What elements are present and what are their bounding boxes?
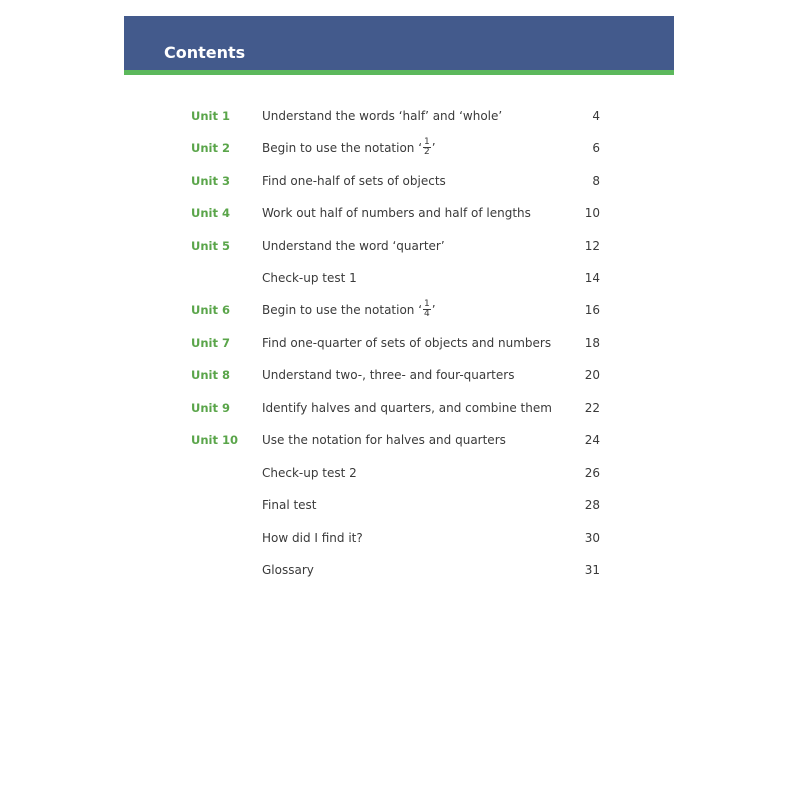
fraction-numerator: 1 bbox=[424, 299, 430, 309]
page-number: 16 bbox=[584, 303, 600, 317]
page-number: 4 bbox=[592, 109, 600, 123]
unit-label: Unit 3 bbox=[191, 174, 230, 188]
toc-row bbox=[0, 138, 800, 158]
fraction-numerator: 1 bbox=[424, 137, 430, 147]
page-number: 12 bbox=[584, 239, 600, 253]
entry-title: Check-up test 2 bbox=[262, 466, 357, 480]
entry-title: Identify halves and quarters, and combine them bbox=[262, 401, 552, 415]
unit-label: Unit 7 bbox=[191, 336, 230, 350]
entry-title: Check-up test 1 bbox=[262, 271, 357, 285]
fraction-denominator: 2 bbox=[424, 147, 430, 157]
entry-title-text: Begin to use the notation ‘ bbox=[262, 141, 423, 155]
fraction-denominator: 4 bbox=[424, 309, 430, 319]
page-number: 24 bbox=[584, 433, 600, 447]
entry-title: Find one-quarter of sets of objects and numbers bbox=[262, 336, 552, 350]
entry-title: Glossary bbox=[262, 563, 314, 577]
page-number: 6 bbox=[592, 141, 600, 155]
page-number: 20 bbox=[584, 368, 600, 382]
entry-title bbox=[262, 138, 436, 158]
unit-label: Unit 2 bbox=[191, 141, 230, 155]
page-number: 14 bbox=[584, 271, 600, 285]
page-title: Contents bbox=[164, 43, 246, 62]
unit-label: Unit 4 bbox=[191, 206, 230, 220]
toc-row bbox=[0, 203, 800, 223]
unit-label: Unit 6 bbox=[191, 303, 230, 317]
page-number: 28 bbox=[584, 498, 600, 512]
entry-title: Work out half of numbers and half of lengths bbox=[262, 206, 531, 220]
entry-title: Find one-half of sets of objects bbox=[262, 174, 446, 188]
entry-title: Understand two-, three- and four-quarters bbox=[262, 368, 515, 382]
toc-row bbox=[0, 333, 800, 353]
toc-row bbox=[0, 495, 800, 515]
toc-row bbox=[0, 268, 800, 288]
entry-title: Use the notation for halves and quarters bbox=[262, 433, 506, 447]
page-number: 8 bbox=[592, 174, 600, 188]
entry-title: Understand the words ‘half’ and ‘whole’ bbox=[262, 109, 503, 123]
entry-title: Final test bbox=[262, 498, 317, 512]
fraction-quarter bbox=[423, 300, 431, 319]
toc-row bbox=[0, 463, 800, 483]
unit-label: Unit 10 bbox=[191, 433, 238, 447]
toc-row bbox=[0, 106, 800, 126]
toc-row bbox=[0, 560, 800, 580]
entry-title: How did I find it? bbox=[262, 531, 363, 545]
unit-label: Unit 1 bbox=[191, 109, 230, 123]
unit-label: Unit 5 bbox=[191, 239, 230, 253]
unit-label: Unit 8 bbox=[191, 368, 230, 382]
toc-row bbox=[0, 236, 800, 256]
page-number: 10 bbox=[584, 206, 600, 220]
fraction-half bbox=[423, 138, 431, 157]
toc-row bbox=[0, 171, 800, 191]
page-number: 30 bbox=[584, 531, 600, 545]
entry-title: Understand the word ‘quarter’ bbox=[262, 239, 445, 253]
page-number: 31 bbox=[584, 563, 600, 577]
toc-row bbox=[0, 528, 800, 548]
entry-title-text-end: ’ bbox=[431, 141, 436, 155]
page-number: 22 bbox=[584, 401, 600, 415]
toc-row bbox=[0, 365, 800, 385]
page-number: 26 bbox=[584, 466, 600, 480]
page-number: 18 bbox=[584, 336, 600, 350]
unit-label: Unit 9 bbox=[191, 401, 230, 415]
toc-row bbox=[0, 300, 800, 320]
entry-title bbox=[262, 300, 436, 320]
entry-title-text-end: ’ bbox=[431, 303, 436, 317]
toc-row bbox=[0, 398, 800, 418]
entry-title-text: Begin to use the notation ‘ bbox=[262, 303, 423, 317]
toc-row bbox=[0, 430, 800, 450]
